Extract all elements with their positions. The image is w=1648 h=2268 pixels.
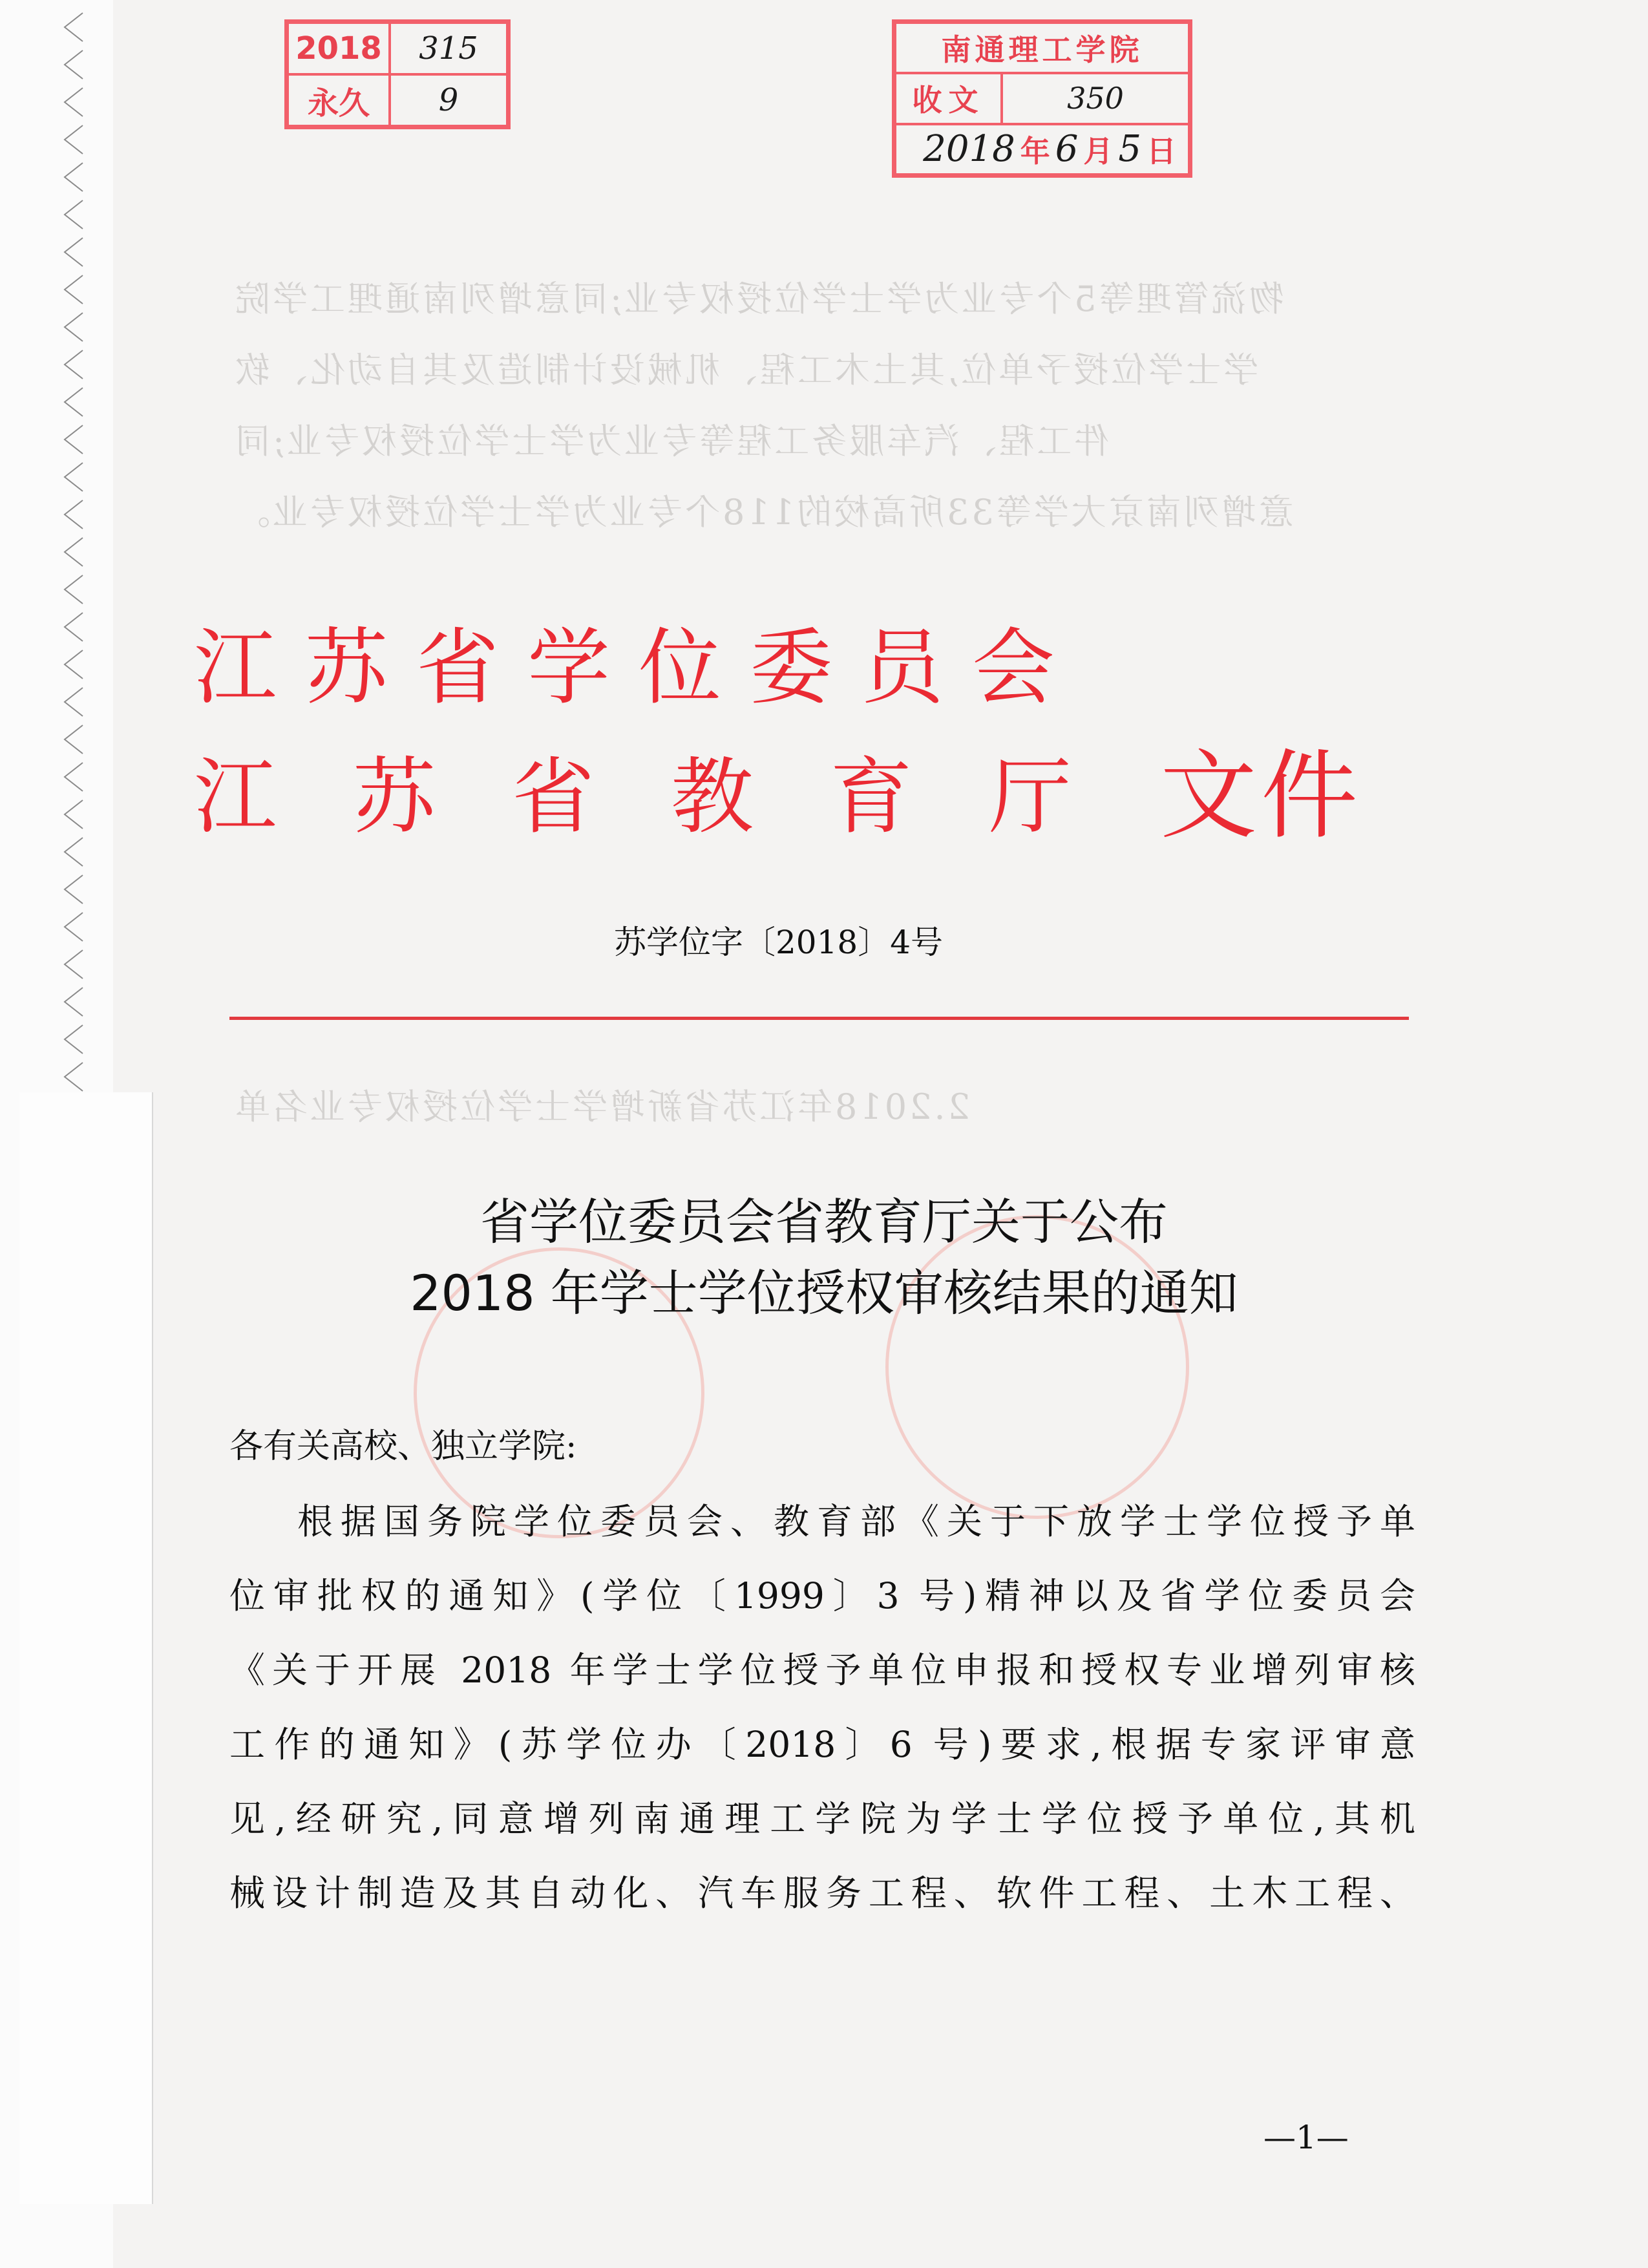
receipt-hand-year: 2018 <box>923 128 1015 171</box>
bleed-through-line: 学士学位授予单位,其土木工程、机械设计制造及其自动化、软 <box>233 350 1259 390</box>
stitch-mark <box>65 50 83 79</box>
document-number: 苏学位字〔2018〕4号 <box>614 924 944 961</box>
stitch-mark <box>65 163 83 191</box>
archive-handwritten-number: 315 <box>390 23 507 74</box>
stitch-mark <box>65 763 83 791</box>
bleed-through-line: 物流管理等5个专业为学士学位授权专业;同意增列南通理工学院 <box>233 279 1284 319</box>
stitch-mark <box>65 313 83 341</box>
stitch-mark <box>65 650 83 679</box>
receipt-year-char: 年 <box>1020 133 1050 169</box>
stitch-mark <box>65 1063 83 1091</box>
stitch-mark <box>65 1025 83 1054</box>
bleed-through-line: 意增列南京大学等33所高校的118个专业为学士学位授权专业。 <box>233 492 1294 533</box>
body-line: 《关于开展 2018 年学士学位授予单位申报和授权专业增列审核 <box>229 1649 1415 1691</box>
red-divider <box>229 1017 1409 1020</box>
receipt-label: 收文 <box>895 73 1002 123</box>
stitch-mark <box>65 913 83 941</box>
body-line: 根据国务院学位委员会、教育部《关于下放学士学位授予单 <box>297 1501 1415 1542</box>
stitch-mark <box>65 388 83 416</box>
receipt-day-char: 日 <box>1146 133 1176 169</box>
stitch-mark <box>65 575 83 604</box>
letterhead-file: 文件 <box>1160 740 1362 853</box>
title-line1: 省学位委员会省教育厅关于公布 <box>480 1193 1168 1251</box>
stitch-mark <box>65 688 83 716</box>
stitch-mark <box>65 500 83 529</box>
archive-retention: 永久 <box>288 74 390 126</box>
body-line: 位审批权的通知》(学位〔1999〕3 号)精神以及省学位委员会 <box>229 1575 1415 1616</box>
stitch-mark <box>65 463 83 491</box>
stitch-mark <box>65 238 83 266</box>
stitch-mark <box>65 350 83 379</box>
stitch-mark <box>65 725 83 754</box>
stitch-mark <box>65 88 83 116</box>
stitch-mark <box>65 425 83 454</box>
addressee: 各有关高校、独立学院: <box>229 1427 577 1466</box>
bleed-through-line: 2.2018年江苏省新增学士学位授权专业名单 <box>233 1086 970 1127</box>
bleed-through-line: 件工程、汽车服务工程等专业为学士学位授权专业;同 <box>233 421 1110 461</box>
receipt-institution: 南通理工学院 <box>895 23 1189 73</box>
stitch-mark <box>65 838 83 866</box>
page-number: —1— <box>1263 2119 1349 2156</box>
receipt-stamp <box>892 19 1192 178</box>
receipt-date <box>895 124 1189 175</box>
body-line: 工作的通知》(苏学位办〔2018〕6 号)要求,根据专家评审意 <box>229 1724 1415 1765</box>
body-line: 械设计制造及其自动化、汽车服务工程、软件工程、土木工程、 <box>229 1872 1415 1914</box>
archive-handwritten-volume: 9 <box>390 74 507 126</box>
stitch-mark <box>65 125 83 154</box>
title-line2: 2018 年学士学位授权审核结果的通知 <box>410 1264 1238 1322</box>
receipt-hand-month: 6 <box>1055 128 1079 171</box>
archive-stamp <box>284 19 511 129</box>
letterhead-line1: 江苏省学位委员会 <box>194 620 1084 716</box>
stitch-mark <box>65 950 83 979</box>
stitch-mark <box>65 988 83 1016</box>
stitch-mark <box>65 613 83 641</box>
body-line: 见,经研究,同意增列南通理工学院为学士学位授予单位,其机 <box>229 1798 1415 1839</box>
stitch-mark <box>65 13 83 41</box>
stitch-mark <box>65 275 83 304</box>
stitch-mark <box>65 200 83 229</box>
receipt-month-char: 月 <box>1083 133 1114 169</box>
stitch-mark <box>65 538 83 566</box>
stitch-mark <box>65 800 83 829</box>
receipt-hand-day: 5 <box>1118 128 1141 171</box>
letterhead-line2: 江苏省教育厅 <box>194 749 1148 845</box>
archive-year: 2018 <box>288 23 390 74</box>
stitch-mark <box>65 875 83 904</box>
document-page <box>68 0 1648 2268</box>
receipt-handwritten-number: 350 <box>1002 73 1189 123</box>
